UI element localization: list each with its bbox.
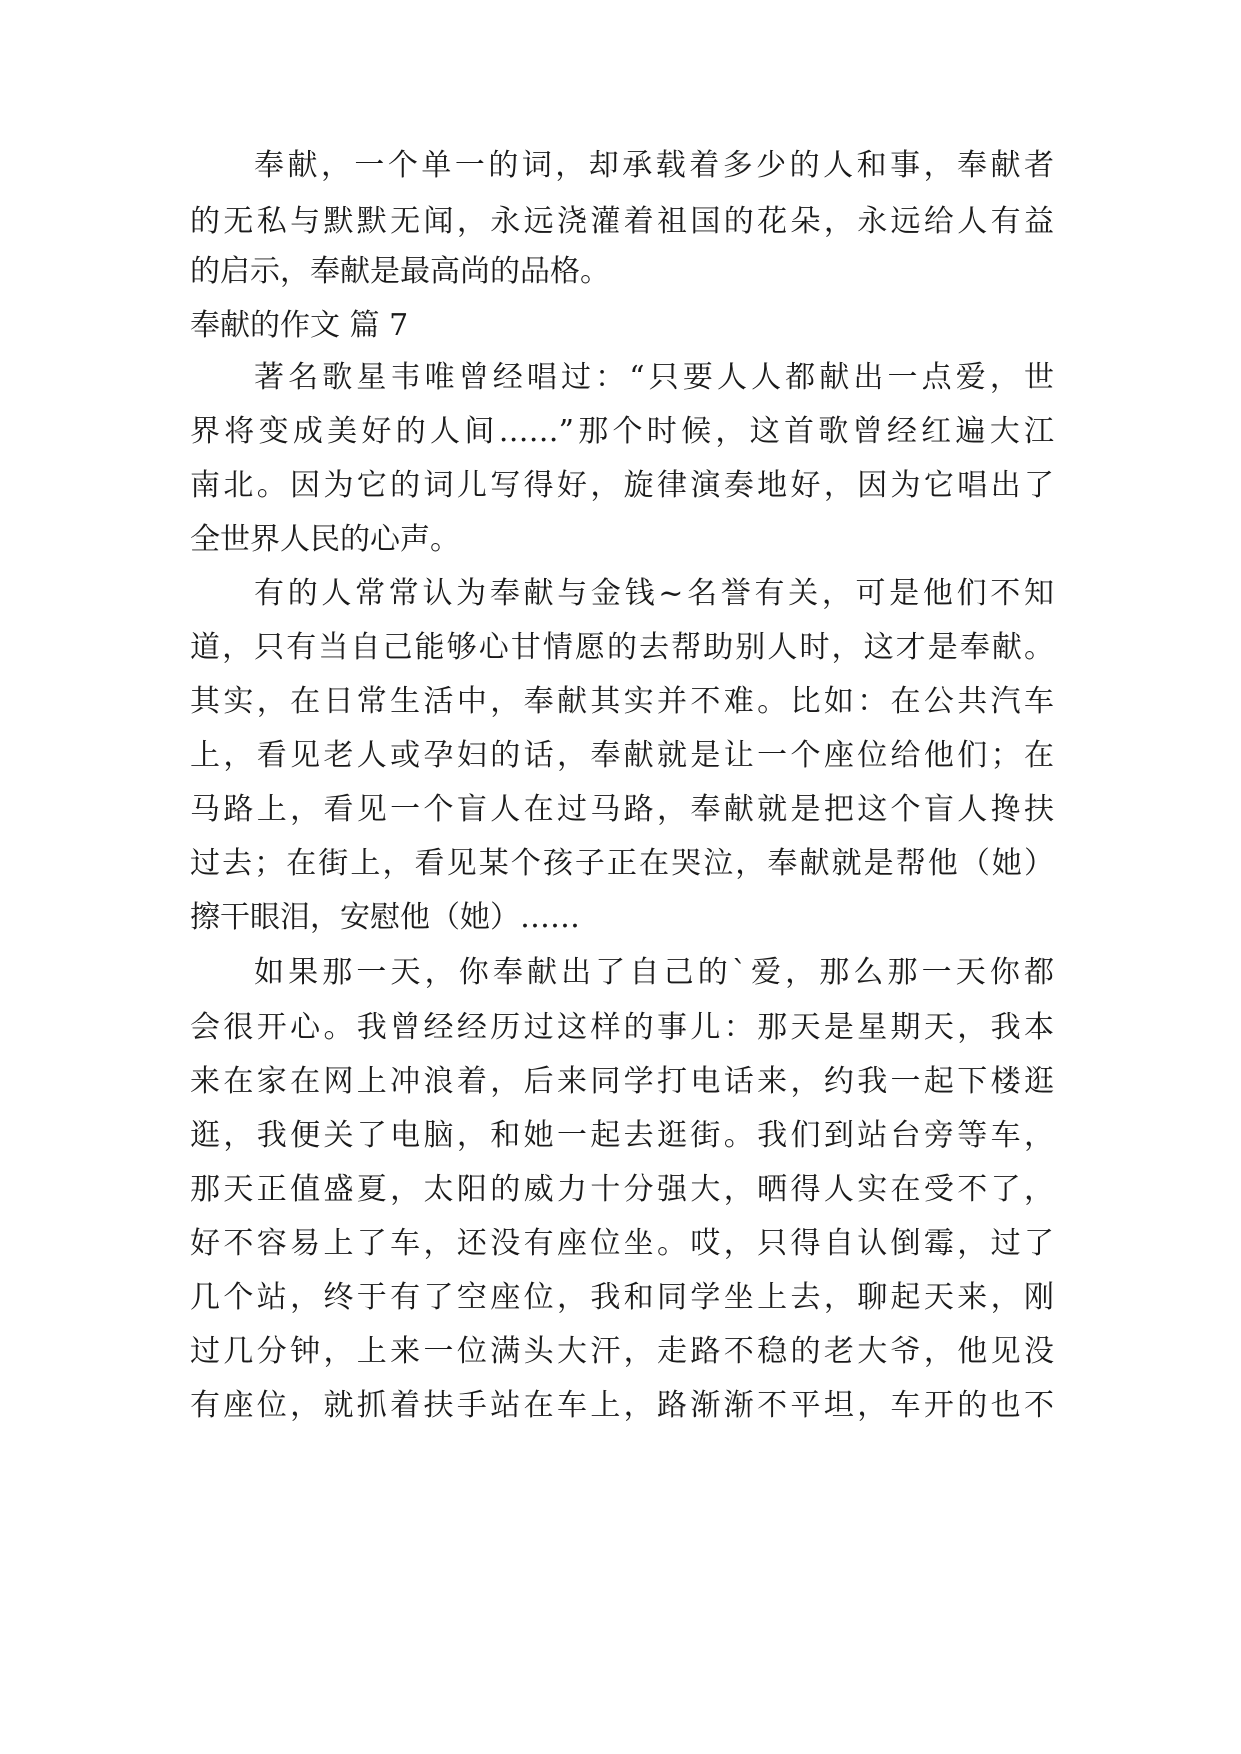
paragraph-3-line-3: 其实，在日常生活中，奉献其实并不难。比如：在公共汽车 (190, 684, 1054, 719)
paragraph-1-line-1: 奉献，一个单一的词，却承载着多少的人和事，奉献者 (254, 148, 1054, 183)
section-heading: 奉献的作文 篇 7 (190, 308, 409, 343)
paragraph-2-line-2: 界将变成美好的人间……”那个时候，这首歌曾经红遍大江 (190, 414, 1054, 449)
paragraph-2-line-3: 南北。因为它的词儿写得好，旋律演奏地好，因为它唱出了 (190, 468, 1054, 503)
paragraph-4-line-4: 逛，我便关了电脑，和她一起去逛街。我们到站台旁等车， (190, 1118, 1054, 1153)
paragraph-4-line-7: 几个站，终于有了空座位，我和同学坐上去，聊起天来，刚 (190, 1280, 1054, 1315)
paragraph-1-line-2: 的无私与默默无闻，永远浇灌着祖国的花朵，永远给人有益 (190, 204, 1054, 239)
paragraph-3-line-5: 马路上，看见一个盲人在过马路，奉献就是把这个盲人搀扶 (190, 792, 1054, 827)
paragraph-4-line-9: 有座位，就抓着扶手站在车上，路渐渐不平坦，车开的也不 (190, 1388, 1054, 1423)
paragraph-3-line-4: 上，看见老人或孕妇的话，奉献就是让一个座位给他们；在 (190, 738, 1054, 773)
paragraph-4-line-1: 如果那一天，你奉献出了自己的`爱，那么那一天你都 (254, 955, 1054, 990)
paragraph-4-line-3: 来在家在网上冲浪着，后来同学打电话来，约我一起下楼逛 (190, 1064, 1054, 1099)
paragraph-2-line-1: 著名歌星韦唯曾经唱过：“只要人人都献出一点爱，世 (254, 360, 1054, 395)
paragraph-4-line-2: 会很开心。我曾经经历过这样的事儿：那天是星期天，我本 (190, 1010, 1054, 1045)
paragraph-4-line-5: 那天正值盛夏，太阳的威力十分强大，晒得人实在受不了， (190, 1172, 1054, 1207)
paragraph-1-line-3: 的启示，奉献是最高尚的品格。 (190, 254, 610, 289)
paragraph-3-line-6: 过去；在街上，看见某个孩子正在哭泣，奉献就是帮他（她） (190, 846, 1054, 881)
paragraph-4-line-8: 过几分钟，上来一位满头大汗，走路不稳的老大爷，他见没 (190, 1334, 1054, 1369)
paragraph-3-line-2: 道，只有当自己能够心甘情愿的去帮助别人时，这才是奉献。 (190, 630, 1054, 665)
paragraph-4-line-6: 好不容易上了车，还没有座位坐。哎，只得自认倒霉，过了 (190, 1226, 1054, 1261)
paragraph-2-line-4: 全世界人民的心声。 (190, 522, 460, 557)
paragraph-3-line-1: 有的人常常认为奉献与金钱~名誉有关，可是他们不知 (254, 576, 1054, 611)
paragraph-3-line-7: 擦干眼泪，安慰他（她）…… (190, 900, 580, 935)
